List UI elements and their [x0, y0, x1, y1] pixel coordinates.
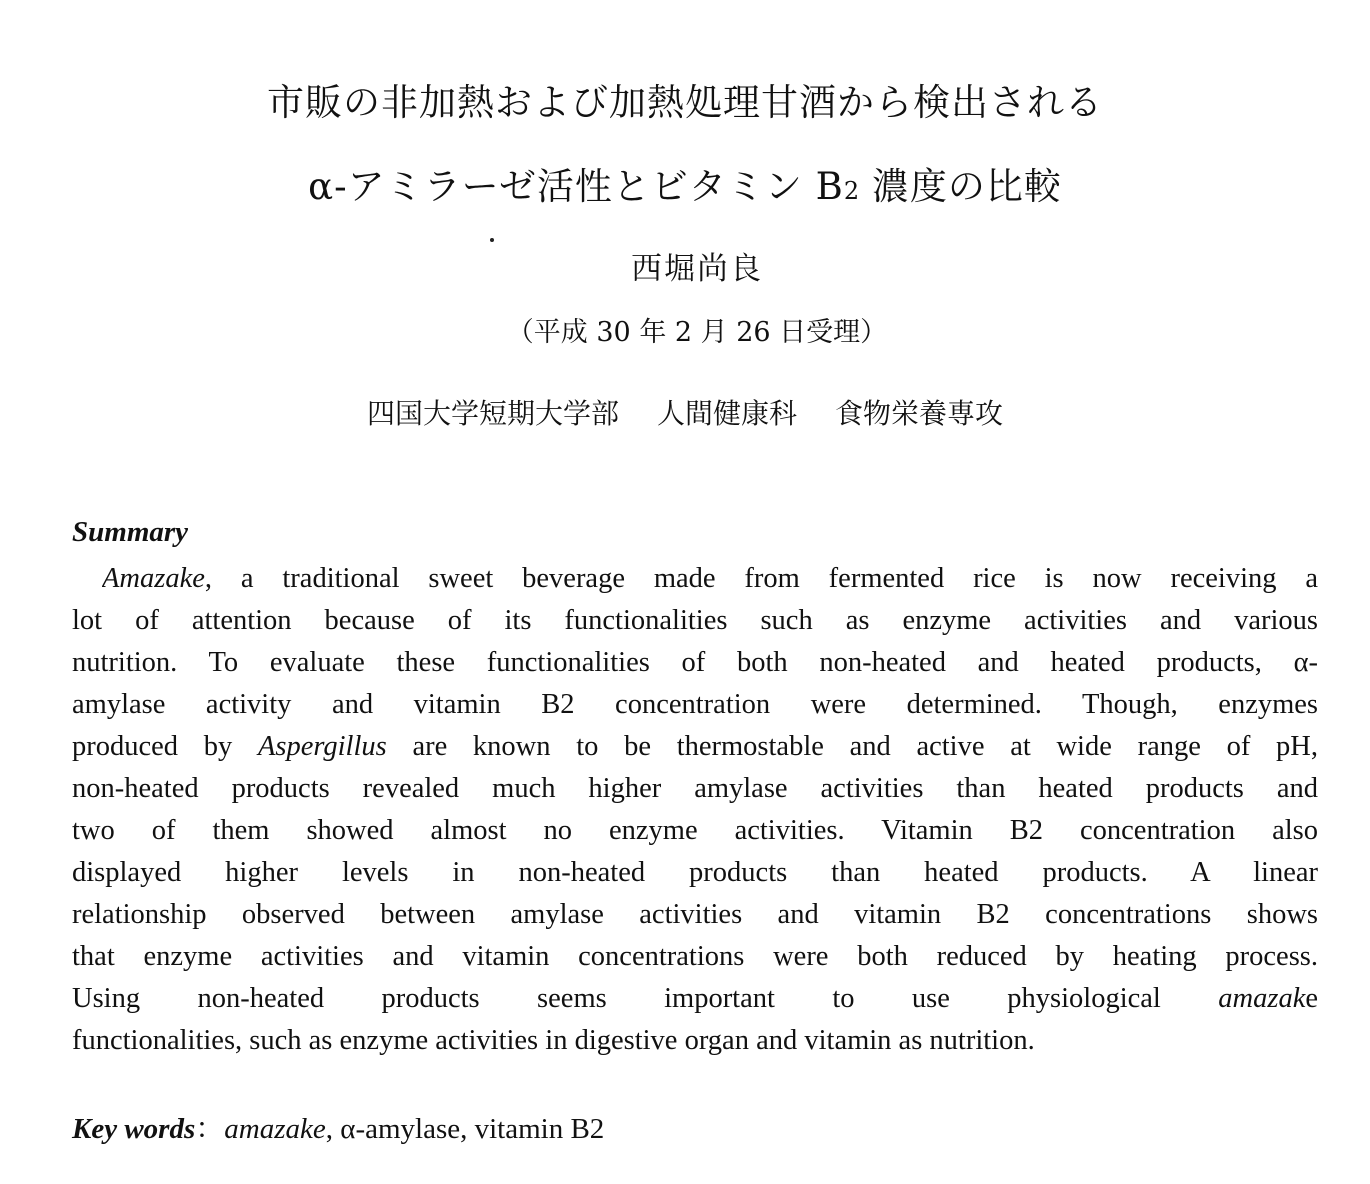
received-text: （平成 30 年 2 月 26 日受理） — [506, 317, 888, 348]
abstract-text: non‐heated products revealed much higher amylase activities than heated products and — [72, 773, 1318, 804]
keywords-line — [72, 1106, 604, 1147]
abstract-italic-term: Aspergillus — [257, 731, 387, 762]
affiliation-department: 人間健康科 — [656, 397, 797, 430]
abstract-line — [72, 898, 1318, 934]
abstract-line — [72, 1024, 1318, 1060]
abstract-line — [72, 688, 1318, 724]
abstract-line — [72, 772, 1318, 808]
abstract-text: displayed higher levels in non‐heated products than heated products. A linear — [72, 857, 1318, 888]
scan-speck — [490, 238, 494, 242]
abstract-line — [72, 940, 1318, 976]
affiliation-school: 四国大学短期大学部 — [366, 397, 619, 430]
abstract-text: are known to be thermostable and active at wide range of pH, — [386, 731, 1318, 762]
author-text: 西堀尚良 — [631, 251, 763, 287]
abstract-text: relationship observed between amylase activities and vitamin B2 concentrations shows — [72, 899, 1318, 930]
abstract-text: amylase activity and vitamin B2 concentration were determined. Though, enzymes — [72, 689, 1318, 720]
author-name — [12, 243, 1370, 288]
abstract-text: e — [1305, 983, 1318, 1014]
affiliation — [0, 392, 1370, 432]
received-date — [12, 310, 1370, 349]
abstract-text: produced by — [72, 731, 258, 762]
abstract-text: functionalities, such as enzyme activities in digestive organ and vitamin as nutrition. — [72, 1025, 1035, 1056]
abstract-line — [72, 814, 1318, 850]
abstract-italic-term: Amazake — [102, 563, 205, 594]
keywords-label: Key words — [72, 1113, 196, 1145]
keywords-rest: , α‐amylase, vitamin B2 — [325, 1113, 605, 1145]
title-line-2-tail: 濃度の比較 — [859, 165, 1062, 208]
summary-heading: Summary — [72, 516, 189, 548]
abstract-text: nutrition. To evaluate these functionalities of both non‐heated and heated products, α‐ — [72, 647, 1318, 678]
abstract-text: , a traditional sweet beverage made from fermented rice is now receiving a — [204, 563, 1318, 594]
title-line-1 — [0, 72, 1370, 126]
abstract-line — [72, 730, 1318, 766]
abstract-text: Using non‐heated products seems important to use physiological — [72, 983, 1219, 1014]
keyword-amazake: amazake — [224, 1113, 326, 1145]
abstract-text: that enzyme activities and vitamin concentrations were both reduced by heating process. — [72, 941, 1318, 972]
abstract-line — [72, 646, 1318, 682]
abstract-line — [72, 604, 1318, 640]
abstract-line — [72, 856, 1318, 892]
title-subscript: 2 — [843, 177, 860, 205]
abstract-text: lot of attention because of its functionalities such as enzyme activities and various — [72, 605, 1318, 636]
abstract-line — [72, 982, 1318, 1018]
title-line-2 — [0, 156, 1370, 210]
title-line-2-text: α‐アミラーゼ活性とビタミン B — [308, 165, 844, 208]
abstract-line — [102, 562, 1318, 598]
affiliation-major: 食物栄養専攻 — [835, 397, 1004, 430]
title-line-1-text: 市販の非加熱および加熱処理甘酒から検出される — [267, 81, 1103, 124]
abstract-text: two of them showed almost no enzyme activities. Vitamin B2 concentration also — [72, 815, 1318, 846]
abstract-italic-term: amazak — [1218, 983, 1306, 1014]
keywords-separator: ： — [195, 1113, 225, 1145]
